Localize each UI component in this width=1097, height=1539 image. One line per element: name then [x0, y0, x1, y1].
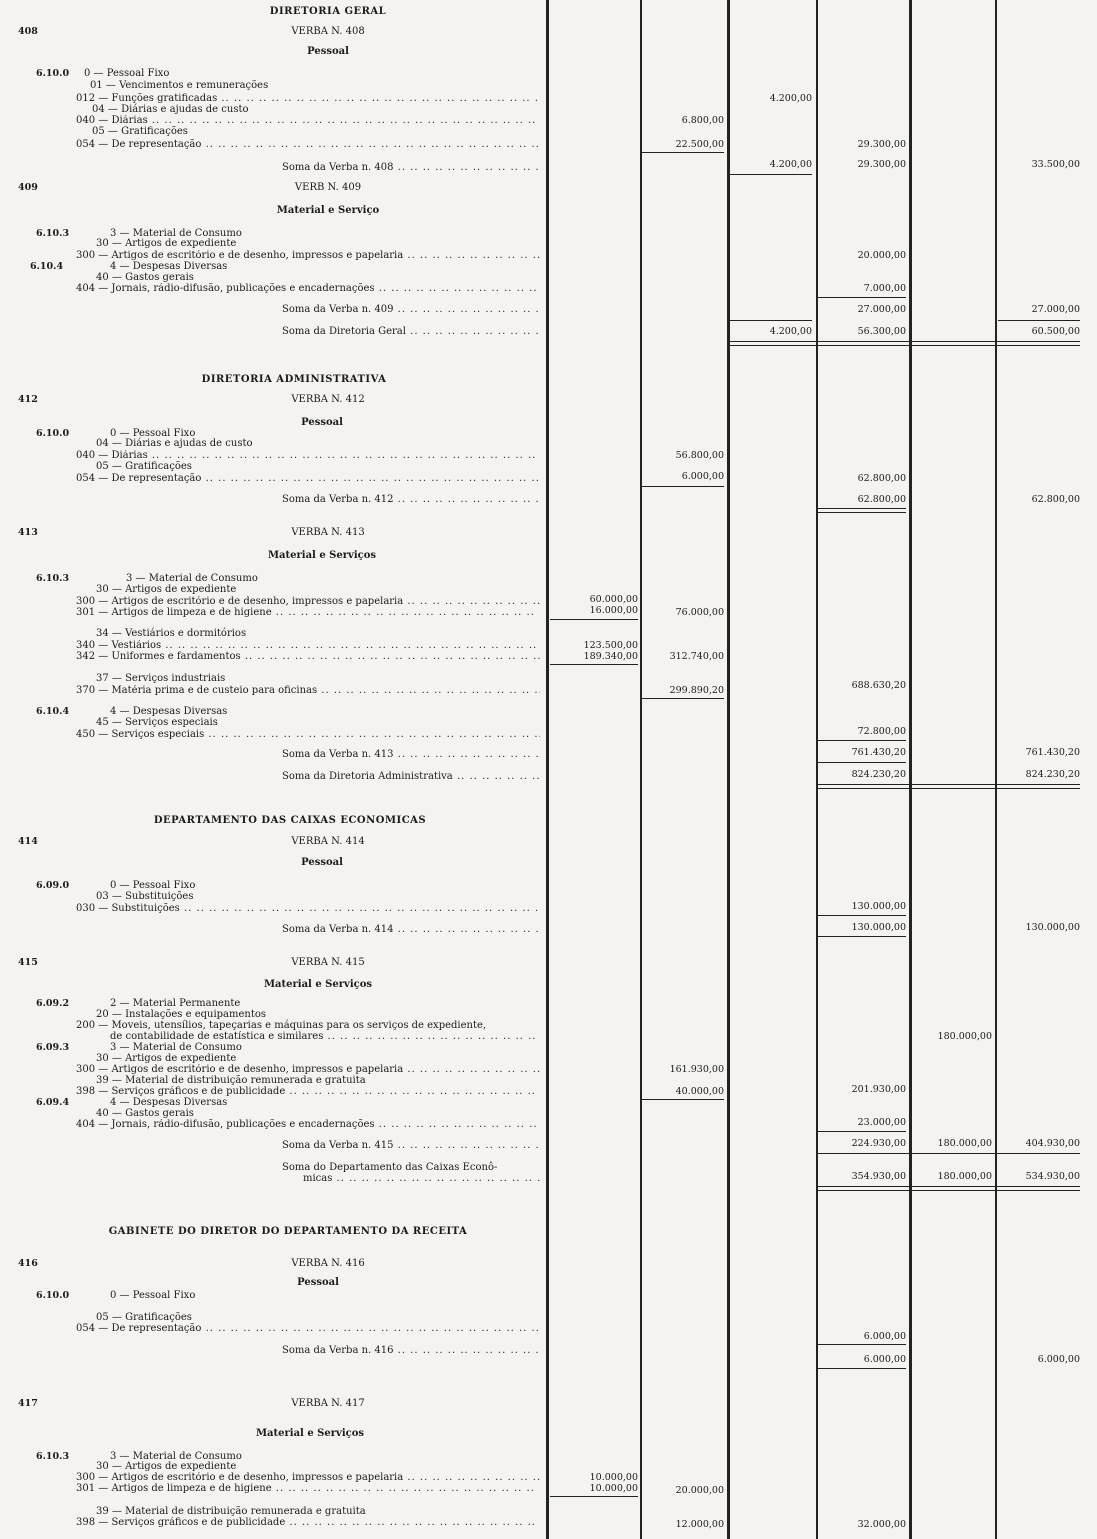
- subtotal-rule: [818, 1344, 906, 1345]
- section-title: DIRETORIA GERAL: [269, 6, 387, 17]
- amount: 62.800,00: [857, 494, 906, 505]
- amount: 56.300,00: [857, 326, 906, 337]
- amount: 33.500,00: [1031, 159, 1080, 170]
- verba-heading: VERBA N. 408: [291, 26, 365, 37]
- amount: 224.930,00: [851, 1138, 906, 1149]
- subtotal-rule: [642, 152, 724, 153]
- total-rule: [818, 508, 906, 513]
- classification-code: 6.09.0: [36, 880, 70, 891]
- classification-code: 6.09.3: [36, 1042, 70, 1053]
- column-rule: [546, 0, 549, 1539]
- amount: 12.000,00: [675, 1519, 724, 1530]
- budget-line: 300 — Artigos de escritório e de desenho, impressos e papelaria .. ..: [76, 596, 540, 608]
- budget-line: 40 — Gastos gerais: [96, 1108, 194, 1119]
- amount: 299.890,20: [669, 685, 724, 696]
- classification-code: 6.09.2: [36, 998, 70, 1009]
- amount: 29.300,00: [857, 139, 906, 150]
- sub-heading: Material e Serviços: [267, 550, 377, 561]
- budget-line: 04 — Diárias e ajudas de custo: [92, 104, 249, 115]
- budget-line: 012 — Funções gratificadas .. ..: [76, 93, 540, 105]
- budget-line: 2 — Material Permanente: [110, 998, 241, 1009]
- budget-line: 40 — Gastos gerais: [96, 272, 194, 283]
- budget-line: 4 — Despesas Diversas: [110, 1097, 228, 1108]
- budget-line: 05 — Gratificações: [96, 1312, 192, 1323]
- amount: 76.000,00: [675, 607, 724, 618]
- column-rule: [727, 0, 730, 1539]
- budget-line: 398 — Serviços gráficos e de publicidade .. ..: [76, 1086, 540, 1098]
- total-rule: [818, 784, 1080, 789]
- amount: 534.930,00: [1025, 1171, 1080, 1182]
- budget-line: 054 — De representação .. ..: [76, 139, 540, 151]
- amount: 60.000,00: [589, 594, 638, 605]
- subtotal-rule: [818, 762, 906, 763]
- budget-line: 3 — Material de Consumo: [110, 1042, 242, 1053]
- budget-line: 398 — Serviços gráficos e de publicidade .. ..: [76, 1517, 540, 1529]
- amount: 16.000,00: [589, 605, 638, 616]
- subtotal-rule: [642, 698, 724, 699]
- budget-line: 300 — Artigos de escritório e de desenho, impressos e papelaria .. ..: [76, 1064, 540, 1076]
- sub-heading: Material e Serviço: [276, 205, 380, 216]
- sum-line: micas .. ..: [303, 1173, 540, 1185]
- sub-heading: Pessoal: [301, 857, 343, 868]
- column-rule: [909, 0, 912, 1539]
- budget-line: 39 — Material de distribuição remunerada e gratuita: [96, 1506, 366, 1517]
- amount: 201.930,00: [851, 1084, 906, 1095]
- amount: 32.000,00: [857, 1519, 906, 1530]
- amount: 123.500,00: [583, 640, 638, 651]
- amount: 7.000,00: [863, 283, 906, 294]
- sum-line: Soma da Diretoria Geral .. ..: [282, 326, 540, 338]
- amount: 130.000,00: [1025, 922, 1080, 933]
- budget-line: 37 — Serviços industriais: [96, 673, 226, 684]
- budget-line: 342 — Uniformes e fardamentos .. ..: [76, 651, 540, 663]
- verba-code: 408: [18, 26, 38, 37]
- budget-line: 0 — Pessoal Fixo: [110, 428, 196, 439]
- sum-line: Soma da Diretoria Administrativa .. ..: [282, 771, 540, 783]
- amount: 312.740,00: [669, 651, 724, 662]
- section-title: DIRETORIA ADMINISTRATIVA: [201, 374, 387, 385]
- budget-line: 0 — Pessoal Fixo: [84, 68, 170, 79]
- amount: 130.000,00: [851, 922, 906, 933]
- budget-line: 054 — De representação .. ..: [76, 473, 540, 485]
- subtotal-rule: [818, 1153, 1080, 1154]
- amount: 6.800,00: [681, 115, 724, 126]
- verba-heading: VERB N. 409: [294, 182, 362, 193]
- verba-heading: VERBA N. 416: [291, 1258, 365, 1269]
- classification-code: 6.10.4: [30, 261, 64, 272]
- amount: 56.800,00: [675, 450, 724, 461]
- classification-code: 6.09.4: [36, 1097, 70, 1108]
- budget-line: 301 — Artigos de limpeza e de higiene .. ..: [76, 1483, 540, 1495]
- sum-line: Soma da Verba n. 409 .. ..: [282, 304, 540, 316]
- amount: 824.230,20: [1025, 769, 1080, 780]
- amount: 4.200,00: [769, 326, 812, 337]
- budget-line: 3 — Material de Consumo: [126, 573, 258, 584]
- verba-code: 416: [18, 1258, 38, 1269]
- subtotal-rule: [728, 320, 812, 321]
- budget-line: 300 — Artigos de escritório e de desenho, impressos e papelaria .. ..: [76, 250, 540, 262]
- classification-code: 6.10.3: [36, 228, 70, 239]
- sub-heading: Material e Serviços: [255, 1428, 365, 1439]
- amount: 6.000,00: [681, 471, 724, 482]
- amount: 761.430,20: [1025, 747, 1080, 758]
- amount: 40.000,00: [675, 1086, 724, 1097]
- classification-code: 6.10.0: [36, 428, 70, 439]
- budget-line: 030 — Substituições .. ..: [76, 903, 540, 915]
- budget-line: 404 — Jornais, rádio-difusão, publicações e encadernações .. ..: [76, 1119, 540, 1131]
- budget-line: 040 — Diárias .. ..: [76, 115, 540, 127]
- amount: 180.000,00: [937, 1138, 992, 1149]
- verba-code: 415: [18, 957, 38, 968]
- budget-line: 3 — Material de Consumo: [110, 1451, 242, 1462]
- verba-heading: VERBA N. 417: [291, 1398, 365, 1409]
- budget-line: 404 — Jornais, rádio-difusão, publicações e encadernações .. ..: [76, 283, 540, 295]
- amount: 29.300,00: [857, 159, 906, 170]
- subtotal-rule: [550, 1496, 638, 1497]
- amount: 180.000,00: [937, 1171, 992, 1182]
- classification-code: 6.10.3: [36, 573, 70, 584]
- budget-line: 34 — Vestiários e dormitórios: [96, 628, 247, 639]
- amount: 62.800,00: [857, 473, 906, 484]
- amount: 27.000,00: [1031, 304, 1080, 315]
- verba-heading: VERBA N. 415: [291, 957, 365, 968]
- budget-line: 05 — Gratificações: [92, 126, 188, 137]
- amount: 824.230,20: [851, 769, 906, 780]
- amount: 4.200,00: [769, 93, 812, 104]
- subtotal-rule: [550, 619, 638, 620]
- amount: 20.000,00: [857, 250, 906, 261]
- subtotal-rule: [642, 1099, 724, 1100]
- classification-code: 6.10.3: [36, 1451, 70, 1462]
- amount: 23.000,00: [857, 1117, 906, 1128]
- verba-code: 412: [18, 394, 38, 405]
- subtotal-rule: [818, 740, 906, 741]
- total-rule: [818, 1186, 1080, 1191]
- budget-line: 03 — Substituições: [96, 891, 194, 902]
- amount: 60.500,00: [1031, 326, 1080, 337]
- amount: 10.000,00: [589, 1483, 638, 1494]
- amount: 6.000,00: [863, 1331, 906, 1342]
- total-rule: [728, 341, 1080, 346]
- subtotal-rule: [818, 297, 906, 298]
- budget-line: 0 — Pessoal Fixo: [110, 1290, 196, 1301]
- verba-heading: VERBA N. 413: [291, 527, 365, 538]
- budget-line: 300 — Artigos de escritório e de desenho, impressos e papelaria .. ..: [76, 1472, 540, 1484]
- amount: 6.000,00: [863, 1354, 906, 1365]
- sum-line: Soma do Departamento das Caixas Econô-: [282, 1162, 498, 1173]
- sum-line: Soma da Verba n. 412 .. ..: [282, 494, 540, 506]
- sum-line: Soma da Verba n. 408 .. ..: [282, 162, 540, 174]
- budget-line: 200 — Moveis, utensílios, tapeçarias e máquinas para os serviços de expediente,: [76, 1020, 487, 1031]
- budget-line: 3 — Material de Consumo: [110, 228, 242, 239]
- budget-line: 4 — Despesas Diversas: [110, 706, 228, 717]
- section-title: DEPARTAMENTO DAS CAIXAS ECONOMICAS: [153, 815, 427, 826]
- subtotal-rule: [642, 486, 724, 487]
- verba-code: 409: [18, 182, 38, 193]
- budget-line: 04 — Diárias e ajudas de custo: [96, 438, 253, 449]
- sum-line: Soma da Verba n. 416 .. ..: [282, 1345, 540, 1357]
- subtotal-rule: [998, 320, 1080, 321]
- budget-line: 30 — Artigos de expediente: [96, 1461, 237, 1472]
- budget-line: 05 — Gratificações: [96, 461, 192, 472]
- amount: 10.000,00: [589, 1472, 638, 1483]
- budget-line: 20 — Instalações e equipamentos: [96, 1009, 267, 1020]
- classification-code: 6.10.4: [36, 706, 70, 717]
- amount: 161.930,00: [669, 1064, 724, 1075]
- section-title: GABINETE DO DIRETOR DO DEPARTAMENTO DA RECEITA: [108, 1226, 468, 1237]
- amount: 20.000,00: [675, 1485, 724, 1496]
- sum-line: Soma da Verba n. 414 .. ..: [282, 924, 540, 936]
- amount: 72.800,00: [857, 726, 906, 737]
- budget-line: 01 — Vencimentos e remunerações: [90, 80, 269, 91]
- subtotal-rule: [550, 664, 638, 665]
- amount: 761.430,20: [851, 747, 906, 758]
- budget-line: 45 — Serviços especiais: [96, 717, 218, 728]
- budget-line: 30 — Artigos de expediente: [96, 584, 237, 595]
- verba-heading: VERBA N. 414: [291, 836, 365, 847]
- amount: 62.800,00: [1031, 494, 1080, 505]
- subtotal-rule: [818, 1131, 906, 1132]
- budget-line: de contabilidade de estatística e similares .. ..: [110, 1031, 540, 1043]
- amount: 180.000,00: [937, 1031, 992, 1042]
- amount: 130.000,00: [851, 901, 906, 912]
- verba-code: 414: [18, 836, 38, 847]
- sum-line: Soma da Verba n. 415 .. ..: [282, 1140, 540, 1152]
- amount: 27.000,00: [857, 304, 906, 315]
- sub-heading: Material e Serviços: [263, 979, 373, 990]
- amount: 404.930,00: [1025, 1138, 1080, 1149]
- verba-code: 417: [18, 1398, 38, 1409]
- budget-line: 0 — Pessoal Fixo: [110, 880, 196, 891]
- sum-line: Soma da Verba n. 413 .. ..: [282, 749, 540, 761]
- subtotal-rule: [818, 936, 906, 937]
- amount: 22.500,00: [675, 139, 724, 150]
- budget-line: 4 — Despesas Diversas: [110, 261, 228, 272]
- amount: 354.930,00: [851, 1171, 906, 1182]
- classification-code: 6.10.0: [36, 68, 70, 79]
- verba-code: 413: [18, 527, 38, 538]
- sub-heading: Pessoal: [301, 417, 343, 428]
- column-rule: [995, 0, 997, 1539]
- subtotal-rule: [818, 1368, 906, 1369]
- budget-line: 39 — Material de distribuição remunerada e gratuita: [96, 1075, 366, 1086]
- budget-line: 30 — Artigos de expediente: [96, 238, 237, 249]
- budget-line: 301 — Artigos de limpeza e de higiene .. ..: [76, 607, 540, 619]
- amount: 6.000,00: [1037, 1354, 1080, 1365]
- sub-heading: Pessoal: [297, 1277, 339, 1288]
- column-rule: [640, 0, 642, 1539]
- amount: 4.200,00: [769, 159, 812, 170]
- budget-line: 054 — De representação .. ..: [76, 1323, 540, 1335]
- amount: 189.340,00: [583, 651, 638, 662]
- verba-heading: VERBA N. 412: [291, 394, 365, 405]
- classification-code: 6.10.0: [36, 1290, 70, 1301]
- subtotal-rule: [728, 174, 812, 175]
- budget-line: 30 — Artigos de expediente: [96, 1053, 237, 1064]
- sub-heading: Pessoal: [307, 46, 349, 57]
- budget-line: 040 — Diárias .. ..: [76, 450, 540, 462]
- subtotal-rule: [818, 915, 906, 916]
- budget-line: 340 — Vestiários .. ..: [76, 640, 540, 652]
- budget-line: 450 — Serviços especiais .. ..: [76, 729, 540, 741]
- amount: 688.630,20: [851, 680, 906, 691]
- budget-line: 370 — Matéria prima e de custeio para oficinas .. ..: [76, 685, 540, 697]
